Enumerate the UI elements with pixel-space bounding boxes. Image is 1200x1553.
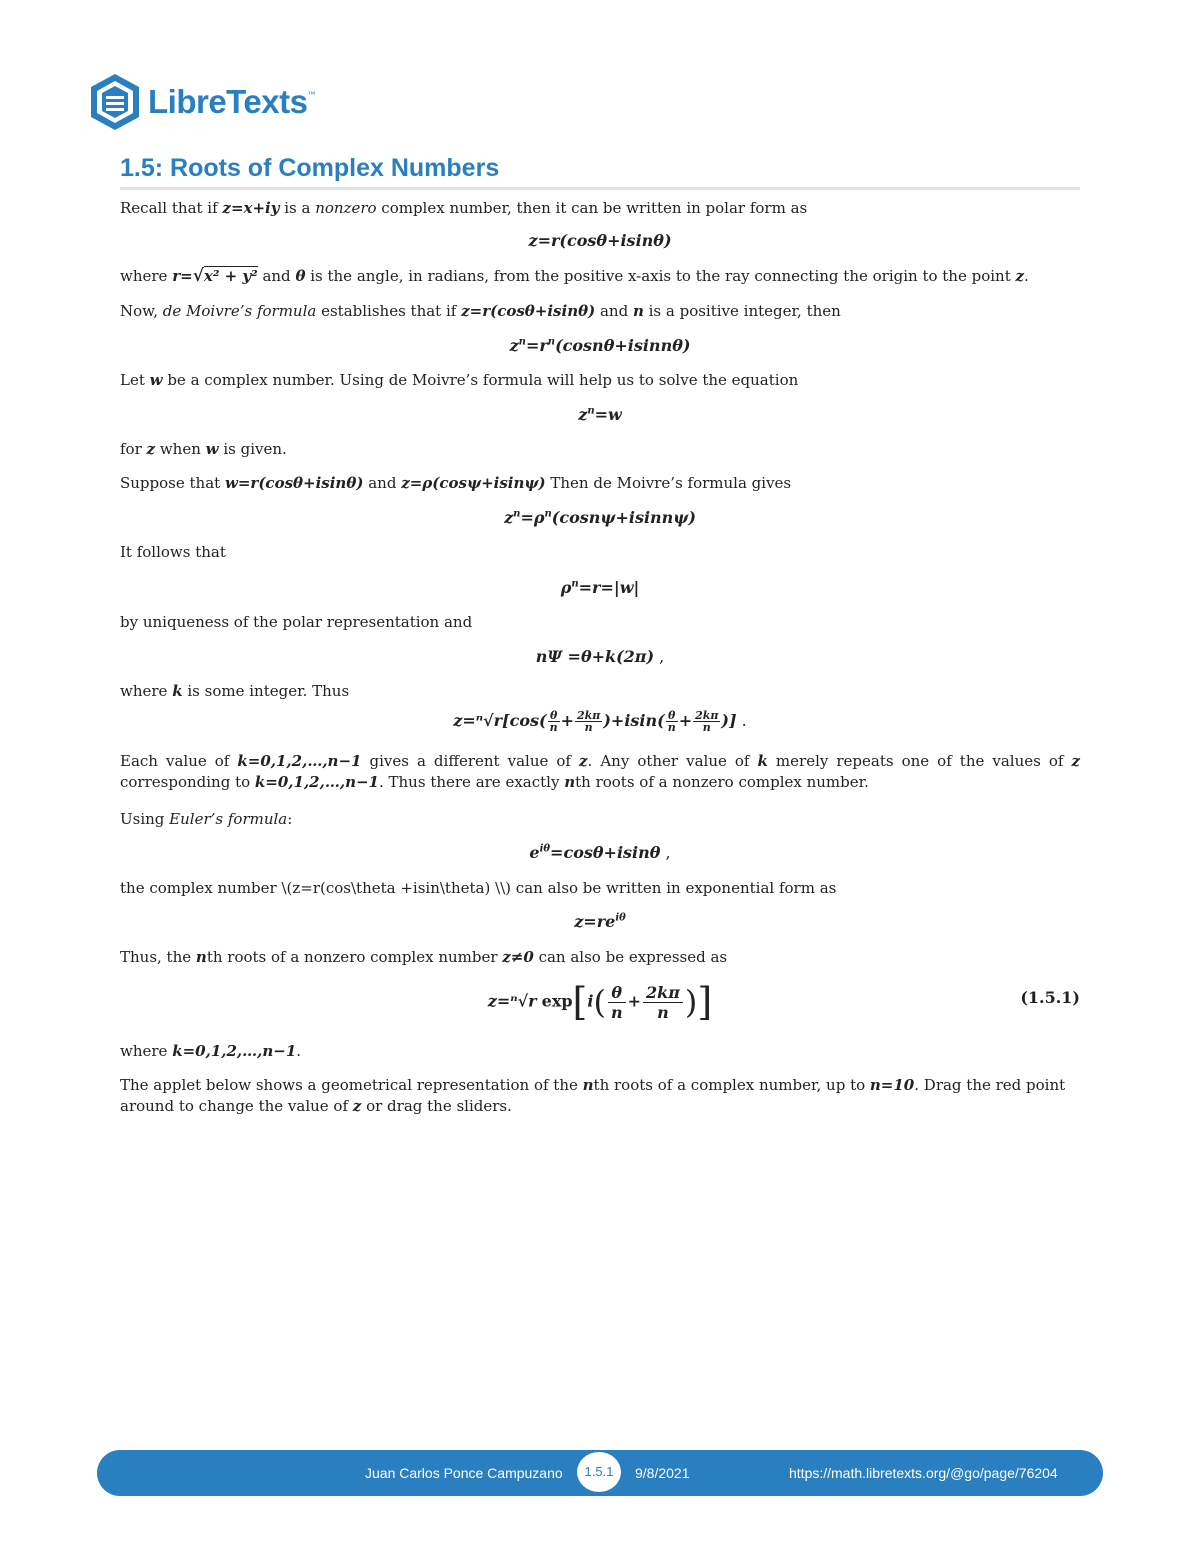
logo-trademark: ™ — [307, 90, 316, 99]
paragraph-it-follows: It follows that — [120, 543, 226, 561]
equation-exponential: $z=re^{i\theta}$ — [574, 912, 626, 931]
footer-date: 9/8/2021 — [635, 1465, 690, 1481]
paragraph-intro: Recall that if z=x+iy is a nonzero complex number, then it can be written in polar form as — [120, 199, 808, 217]
page-title: 1.5: Roots of Complex Numbers — [120, 154, 1080, 190]
equation-polar-form: z=r(cosθ+isinθ) — [528, 231, 672, 250]
paragraph-where-r: where r=√x² + y² and θ is the angle, in radians, from the positive x-axis to the ray connecting the origin to the point z. — [120, 266, 1029, 286]
paragraph-let-w: Let w be a complex number. Using de Moivre’s formula will help us to solve the equation — [120, 371, 799, 389]
equation-rho-n: $\rho^n=r=|w|$ — [560, 578, 640, 597]
logo-wordmark: LibreTexts — [148, 83, 308, 120]
libretexts-logo[interactable] — [88, 72, 315, 132]
equation-1-5-1: z=ⁿ√r exp[i( $\frac{\theta}{n}$ + $\frac{2k\pi}{n}$ )] (1.5.1) — [487, 980, 1080, 1024]
equation-de-moivre: $z^n=r^n(\cos n\theta+isinn\theta)$ — [509, 336, 691, 355]
paragraph-integer-k: where k is some integer. Thus — [120, 682, 350, 700]
paragraph-where-k: where k=0,1,2,…,n−1. — [120, 1042, 302, 1060]
equation-roots-trig: z=ⁿ√r[cos( $\frac{\theta}{n}$ + $\frac{2k\pi}{n}$ )+isin( $\frac{\theta}{n}$ + $\frac{2k\pi}{n}$ )] . — [453, 709, 747, 734]
paragraph-applet: The applet below shows a geometrical representation of the nth roots of a complex number, up to n=10. Drag the red point around to change the value of z or drag the sliders. — [120, 1076, 1066, 1115]
paragraph-each-value: Each value of k=0,1,2,…,n−1 gives a different value of z. Any other value of k merely repeats one of the values of z corresponding to k=0,1,2,…,n−1. Thus there are exactly nth roots of a nonzero complex number. — [120, 752, 1080, 791]
equation-euler: $e^{i\theta}=\cos\theta+isin\theta$ , — [529, 843, 671, 862]
footer-url-link[interactable]: https://math.libretexts.org/@go/page/76204 — [789, 1465, 1058, 1481]
paragraph-for-z: for z when w is given. — [120, 440, 287, 458]
footer-page-number: 1.5.1 — [577, 1452, 621, 1492]
equation-zn-rho: $z^n=\rho^n(\cos n\psi+isinn\psi)$ — [504, 508, 696, 527]
libretexts-logo-icon — [88, 72, 142, 132]
page-footer — [97, 1450, 1103, 1496]
equation-zn-w: $z^n=w$ — [578, 405, 622, 424]
footer-author: Juan Carlos Ponce Campuzano — [365, 1465, 563, 1481]
paragraph-exponential-form: the complex number \(z=r(cos\theta +isin\theta) \\) can also be written in exponential form as — [120, 879, 837, 897]
equation-number: (1.5.1) — [1020, 988, 1080, 1007]
paragraph-de-moivre: Now, de Moivre’s formula establishes that if z=r(cosθ+isinθ) and n is a positive integer, then — [120, 302, 841, 320]
equation-n-psi: nΨ =θ+k(2π) , — [535, 647, 665, 666]
paragraph-nth-roots: Thus, the nth roots of a nonzero complex number z≠0 can also be expressed as — [120, 948, 728, 966]
paragraph-suppose: Suppose that w=r(cosθ+isinθ) and z=ρ(cosψ+isinψ) Then de Moivre’s formula gives — [120, 474, 792, 492]
paragraph-uniqueness: by uniqueness of the polar representation and — [120, 613, 473, 631]
paragraph-euler: Using Euler’s formula: — [120, 810, 293, 828]
